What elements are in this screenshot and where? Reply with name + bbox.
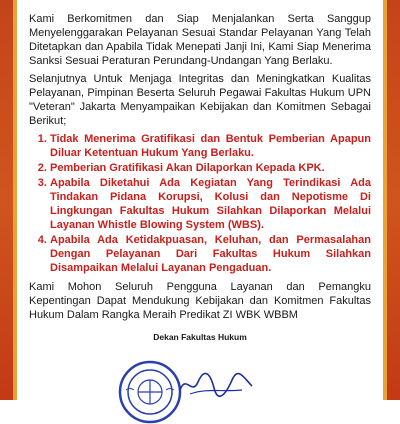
commitment-paragraph: Kami Berkomitmen dan Siap Menjalankan Serta Sanggup Menyelenggarakan Pelayanan Sesuai Standar Pelayanan Yang Telah Ditetapkan dan Apabila Tidak Menepati Janji Ini, Kami Siap Menerima Sanksi Sesuai Peraturan Perundang-Undangan Yang Berlaku. bbox=[29, 13, 371, 67]
commitment-list bbox=[29, 132, 371, 275]
commitment-item: 4. Apabila Ada Ketidakpuasan, Keluhan, dan Permasalahan Dengan Pelayanan Dari Fakultas Hukum Silahkan Disampaikan Melalui Layanan Pengaduan. bbox=[50, 233, 371, 275]
signer-title: Dekan Fakultas Hukum bbox=[153, 332, 247, 342]
policy-intro-paragraph: Selanjutnya Untuk Menjaga Integritas dan Meningkatkan Kualitas Pelayanan, Pimpinan Beserta Seluruh Pegawai Fakultas Hukum UPN "Veteran" Jakarta Menyampaikan Kebijakan dan Komitmen Sebagai Berikut; bbox=[29, 73, 371, 127]
commitment-item: 2. Pemberian Gratifikasi Akan Dilaporkan Kepada KPK. bbox=[50, 161, 371, 175]
commitment-item: 3. Apabila Diketahui Ada Kegiatan Yang Terindikasi Ada Tindakan Pidana Korupsi, Kolusi dan Nepotisme Di Lingkungan Fakultas Hukum Silahkan Dilaporkan Melalui Layanan Whistle Blowing System (WBS). bbox=[50, 176, 371, 232]
signature-icon bbox=[176, 368, 256, 400]
commitment-item: 1. Tidak Menerima Gratifikasi dan Bentuk Pemberian Apapun Diluar Ketentuan Hukum Yang Berlaku. bbox=[50, 132, 371, 160]
commitment-document bbox=[29, 12, 371, 344]
official-stamp-icon bbox=[118, 360, 182, 424]
closing-paragraph: Kami Mohon Seluruh Pengguna Layanan dan Pemangku Kepentingan Dapat Mendukung Kebijakan dan Komitmen Fakultas Hukum Dalam Rangka Meraih Predikat ZI WBK WBBM bbox=[29, 281, 371, 321]
right-decorative-border bbox=[387, 0, 400, 400]
left-decorative-border bbox=[0, 0, 13, 400]
